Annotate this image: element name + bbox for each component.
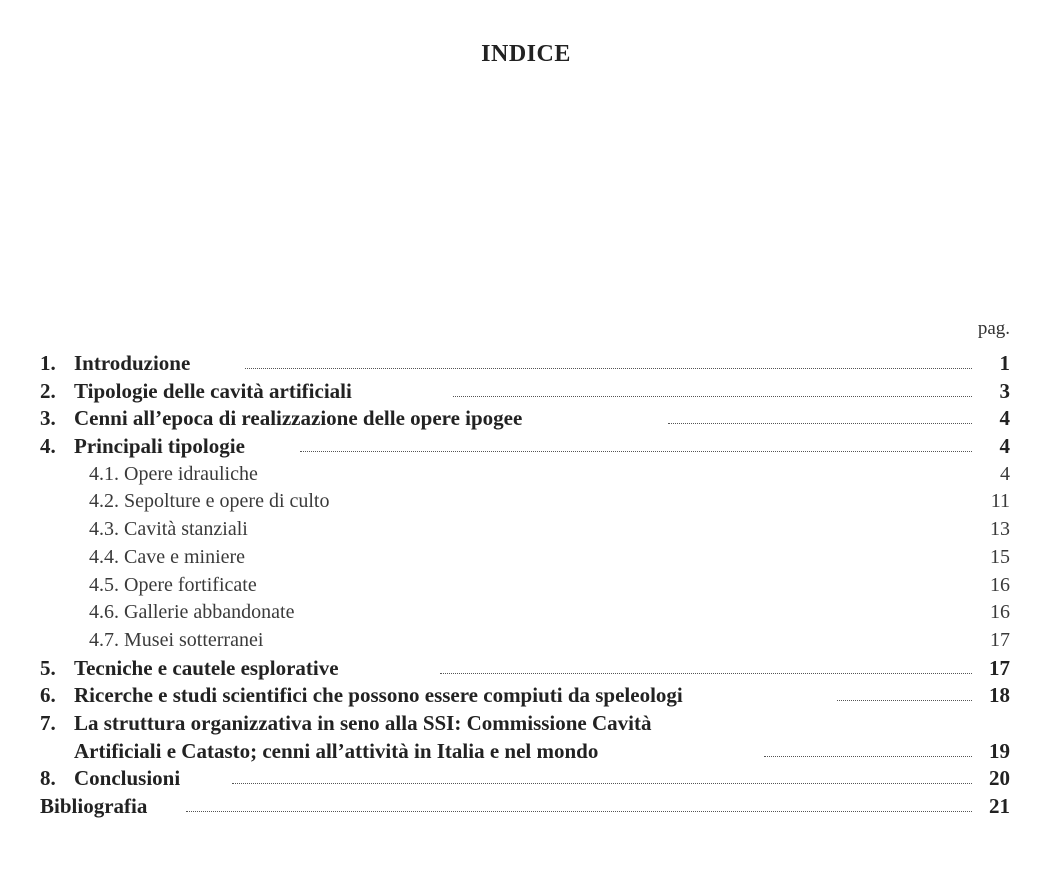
toc-subentry [40, 461, 1010, 489]
toc-entry-title: Artificiali e Catasto; cenni all’attività in Italia e nel mondo [74, 738, 599, 763]
toc-entry-page: 4 [999, 434, 1010, 459]
toc-entry-tecniche [40, 655, 1010, 683]
toc-entry-number: 8. [40, 766, 56, 791]
toc-entry-page: 16 [990, 601, 1010, 624]
toc-entry-page: 4 [999, 406, 1010, 431]
toc-entry-title: Ricerche e studi scientifici che possono essere compiuti da speleologi [74, 683, 683, 708]
toc-entry-page: 21 [989, 794, 1010, 818]
toc-entry-number: 1. [40, 351, 56, 375]
toc-entry-title: Introduzione [74, 351, 191, 375]
table-of-contents [40, 350, 1010, 821]
toc-entry-title: Principali tipologie [74, 434, 245, 459]
toc-entry-title: Tipologie delle cavità artificiali [74, 378, 352, 403]
toc-entry-number: 7. [40, 710, 56, 735]
toc-entry-principali [40, 433, 1010, 461]
toc-entry-page: 20 [989, 766, 1010, 791]
dotted-leader [300, 451, 972, 452]
toc-entry-page: 4 [1000, 462, 1010, 485]
toc-entry-title: Cenni all’epoca di realizzazione delle opere ipogee [74, 406, 523, 431]
toc-entry-title: Tecniche e cautele esplorative [74, 655, 339, 680]
dotted-leader [186, 811, 972, 812]
dotted-leader [837, 700, 972, 701]
page-title: INDICE [481, 41, 571, 67]
toc-entry-page: 17 [989, 655, 1010, 680]
toc-subentry [40, 627, 1010, 655]
toc-entry-number: 5. [40, 655, 56, 680]
toc-entry-ricerche [40, 682, 1010, 710]
toc-entry-title: Bibliografia [40, 794, 148, 818]
toc-entry-conclusioni [40, 765, 1010, 793]
toc-entry-page: 11 [990, 490, 1010, 513]
toc-subentry [40, 572, 1010, 600]
toc-entry-page: 13 [990, 518, 1010, 541]
dotted-leader [668, 423, 972, 424]
dotted-leader [440, 673, 972, 674]
toc-entry-title: 4.6. Gallerie abbandonate [89, 601, 295, 624]
toc-entry-struttura-continued [40, 738, 1010, 766]
toc-subentry [40, 544, 1010, 572]
toc-entry-struttura [40, 710, 1010, 738]
toc-entry-page: 15 [990, 545, 1010, 568]
toc-entry-page: 17 [990, 628, 1010, 651]
page-column-label: pag. [977, 318, 1010, 339]
toc-entry-title: La struttura organizzativa in seno alla SSI: Commissione Cavità [74, 710, 652, 735]
toc-subentry [40, 599, 1010, 627]
toc-entry-introduzione [40, 350, 1010, 378]
toc-subentry [40, 516, 1010, 544]
toc-entry-page: 16 [990, 573, 1010, 596]
toc-entry-bibliografia [40, 793, 1010, 821]
dotted-leader [453, 396, 972, 397]
toc-entry-title: Conclusioni [74, 766, 181, 791]
toc-entry-number: 6. [40, 683, 56, 708]
toc-entry-number: 2. [40, 378, 56, 403]
toc-entry-title: 4.1. Opere idrauliche [89, 462, 258, 485]
toc-entry-number: 3. [40, 406, 56, 431]
toc-entry-title: 4.5. Opere fortificate [89, 573, 257, 596]
toc-entry-title: 4.3. Cavità stanziali [89, 518, 248, 541]
toc-entry-tipologie [40, 378, 1010, 406]
toc-entry-title: 4.2. Sepolture e opere di culto [89, 490, 330, 513]
dotted-leader [245, 368, 972, 369]
toc-entry-cenni [40, 405, 1010, 433]
dotted-leader [232, 783, 972, 784]
dotted-leader [764, 756, 972, 757]
toc-entry-title: 4.7. Musei sotterranei [89, 628, 264, 651]
toc-subentry [40, 488, 1010, 516]
toc-entry-title: 4.4. Cave e miniere [89, 545, 246, 568]
toc-entry-number: 4. [40, 434, 56, 459]
toc-entry-page: 1 [999, 351, 1010, 375]
toc-entry-page: 18 [989, 683, 1010, 708]
toc-entry-page: 19 [989, 738, 1010, 763]
toc-entry-page: 3 [999, 378, 1010, 403]
